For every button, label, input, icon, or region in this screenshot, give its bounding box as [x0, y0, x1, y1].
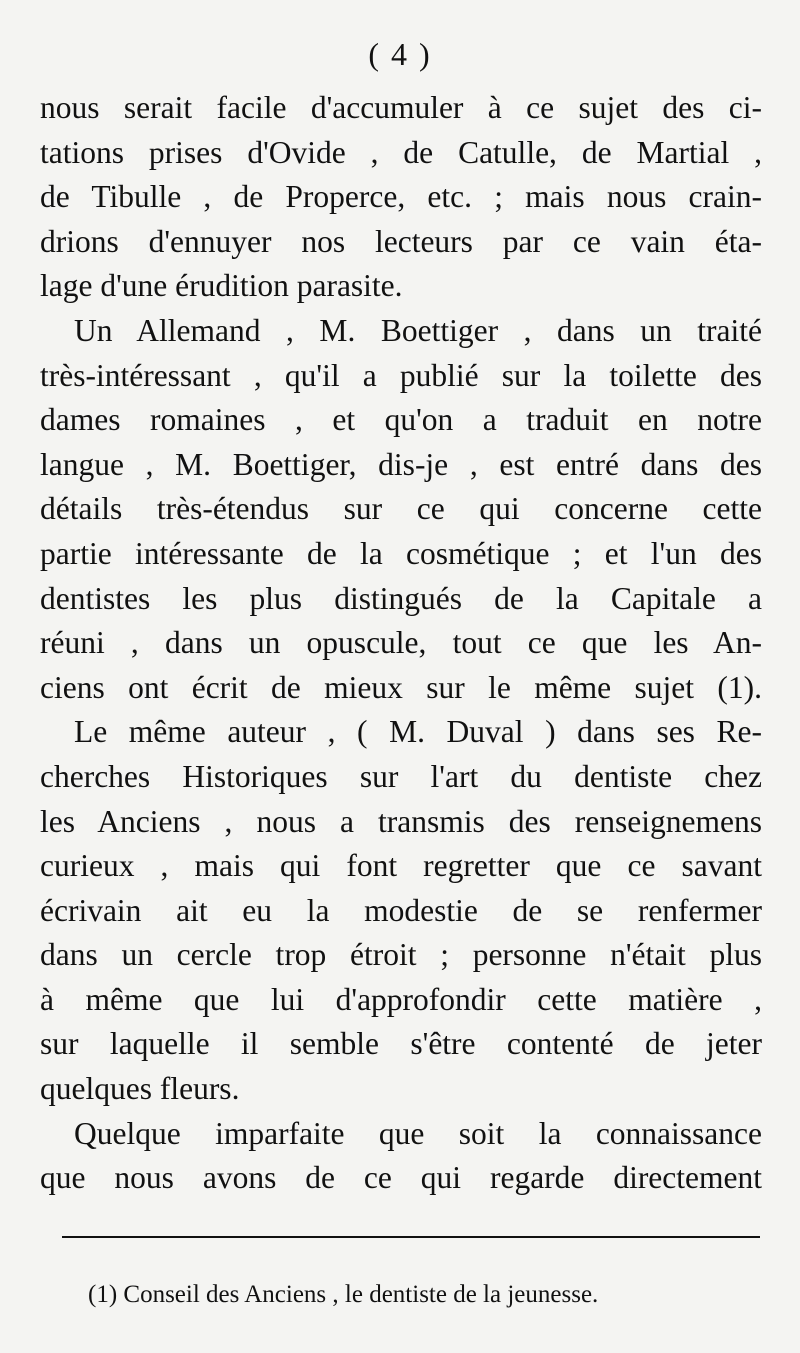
text-line: écrivain ait eu la modestie de se renfermer: [40, 892, 762, 928]
text-line: Un Allemand , M. Boettiger , dans un traité: [74, 312, 762, 348]
text-line: lage d'une érudition parasite.: [40, 268, 403, 304]
text-line: quelques fleurs.: [40, 1071, 240, 1107]
text-line: langue , M. Boettiger, dis-je , est entré dans des: [40, 446, 762, 482]
text-line: cherches Historiques sur l'art du dentiste chez: [40, 758, 762, 794]
text-line: très-intéressant , qu'il a publié sur la toilette des: [40, 357, 762, 393]
text-line: Quelque imparfaite que soit la connaissance: [74, 1115, 762, 1151]
paragraph-1: [40, 86, 762, 309]
text-line: partie intéressante de la cosmétique ; et l'un des: [40, 535, 762, 571]
footnote: (1) Conseil des Anciens , le dentiste de la jeunesse.: [88, 1281, 599, 1308]
text-line: Le même auteur , ( M. Duval ) dans ses Re-: [74, 714, 762, 750]
text-line: sur laquelle il semble s'être contenté de jeter: [40, 1026, 762, 1062]
footnote-divider: [62, 1236, 760, 1238]
text-line: tations prises d'Ovide , de Catulle, de Martial ,: [40, 134, 762, 170]
text-line: détails très-étendus sur ce qui concerne cette: [40, 491, 762, 527]
text-line: à même que lui d'approfondir cette matière ,: [40, 981, 762, 1017]
text-line: ciens ont écrit de mieux sur le même sujet (1).: [40, 669, 762, 705]
text-line: dentistes les plus distingués de la Capitale a: [40, 580, 762, 616]
paragraph-2: [40, 309, 762, 710]
paragraph-3: [40, 710, 762, 1111]
page-number: ( 4 ): [368, 36, 432, 72]
text-line: réuni , dans un opuscule, tout ce que les An-: [40, 625, 762, 661]
text-line: dames romaines , et qu'on a traduit en notre: [40, 402, 762, 438]
text-line: curieux , mais qui font regretter que ce savant: [40, 848, 762, 884]
paragraph-4: [40, 1112, 762, 1201]
text-line: nous serait facile d'accumuler à ce sujet des ci-: [40, 90, 762, 125]
text-line: de Tibulle , de Properce, etc. ; mais nous crain-: [40, 179, 762, 215]
body-text: [40, 86, 762, 1201]
text-line: les Anciens , nous a transmis des renseignemens: [40, 803, 762, 839]
text-line: que nous avons de ce qui regarde directement: [40, 1160, 762, 1196]
text-line: dans un cercle trop étroit ; personne n'était plus: [40, 937, 762, 973]
text-line: drions d'ennuyer nos lecteurs par ce vain éta-: [40, 223, 762, 259]
